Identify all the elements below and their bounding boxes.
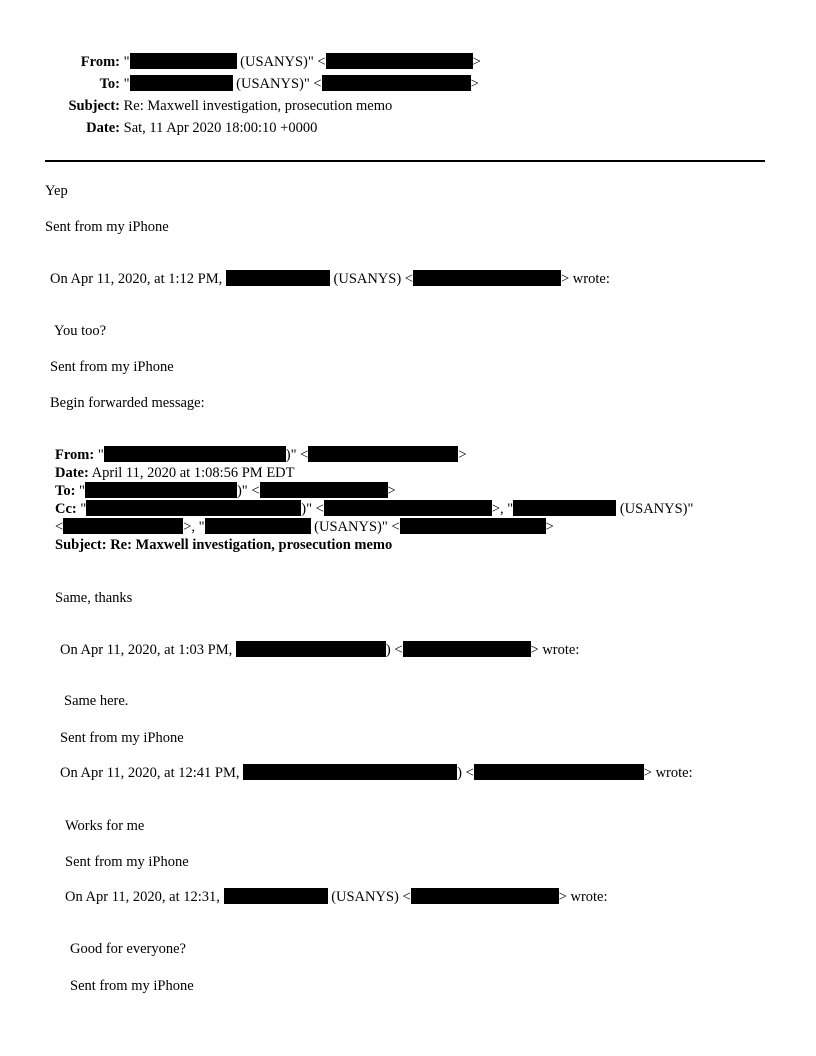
fwd-from-end: > (458, 447, 467, 463)
redaction-box (243, 764, 457, 780)
quote-mid: (USANYS) < (327, 889, 411, 905)
signature-text: Sent from my iPhone (70, 978, 194, 994)
redaction-box (130, 75, 233, 91)
header-to-row (45, 75, 479, 93)
signature-text: Sent from my iPhone (45, 219, 169, 235)
fwd-cc2-org: (USANYS)" < (310, 519, 400, 535)
fwd-from-tail: )" < (285, 447, 309, 463)
fwd-cc2-sep: >, " (183, 519, 205, 535)
redaction-box (403, 641, 531, 657)
redaction-box (104, 446, 286, 462)
subject-label: Subject: (68, 98, 120, 114)
fwd-quote-open: " (80, 501, 87, 517)
quote-suffix: > wrote: (530, 642, 580, 658)
fwd-cc-sep: >, " (491, 501, 514, 517)
to-close: > (470, 76, 479, 92)
header-subject-row (45, 97, 392, 115)
fwd-cc-tail: )" < (301, 501, 324, 517)
quote-prefix: On Apr 11, 2020, at 1:03 PM, (60, 642, 236, 658)
redaction-box (324, 500, 492, 516)
fwd-cc-org: (USANYS)" (616, 501, 694, 517)
header-from-row (45, 53, 481, 71)
quote-header (50, 270, 610, 288)
redaction-box (236, 641, 386, 657)
fwd-quote-open: " (79, 483, 85, 499)
quote-suffix: > wrote: (558, 889, 608, 905)
redaction-box (474, 764, 644, 780)
message-text: Same, thanks (55, 590, 133, 606)
quote-prefix: On Apr 11, 2020, at 12:31, (65, 889, 224, 905)
fwd-cc-row-cont (55, 518, 554, 536)
fwd-to-label: To: (55, 483, 76, 499)
quote-mid: ) < (457, 765, 474, 781)
fwd-subject-label: Subject: (55, 537, 107, 553)
fwd-subject: Re: Maxwell investigation, prosecution memo (110, 537, 393, 553)
quote-mid: ) < (385, 642, 403, 658)
message-text: You too? (54, 323, 107, 339)
fwd-cc2-lt: < (55, 519, 64, 535)
quote-header (60, 641, 579, 659)
redaction-box (205, 518, 311, 534)
to-label: To: (99, 76, 120, 92)
quote-prefix: On Apr 11, 2020, at 1:12 PM, (50, 271, 226, 287)
signature-text: Sent from my iPhone (50, 359, 174, 375)
redaction-box (400, 518, 546, 534)
message-text: Yep (45, 183, 68, 199)
message-text: Same here. (64, 693, 129, 709)
quote-suffix: > wrote: (561, 271, 610, 287)
signature-text: Sent from my iPhone (60, 730, 184, 746)
fwd-cc2-end: > (545, 519, 554, 535)
date-text: Sat, 11 Apr 2020 18:00:10 +0000 (123, 120, 318, 136)
quote-header (60, 764, 693, 782)
quote-suffix: > wrote: (643, 765, 693, 781)
signature-text: Sent from my iPhone (65, 854, 189, 870)
header-divider (45, 160, 765, 162)
redaction-box (322, 75, 471, 91)
from-label: From: (80, 54, 120, 70)
message-text: Works for me (65, 818, 145, 834)
to-quote-open: " (123, 76, 130, 92)
fwd-to-row (55, 482, 396, 500)
redaction-box (260, 482, 388, 498)
fwd-date-label: Date: (55, 465, 89, 481)
redaction-box (85, 482, 237, 498)
from-org: (USANYS)" < (236, 54, 326, 70)
redaction-box (224, 888, 328, 904)
from-close: > (472, 54, 481, 70)
date-label: Date: (86, 120, 120, 136)
redaction-box (411, 888, 559, 904)
redaction-box (86, 500, 301, 516)
quote-header (65, 888, 608, 906)
fwd-from-label: From: (55, 447, 95, 463)
redaction-box (326, 53, 473, 69)
fwd-to-end: > (387, 483, 396, 499)
fwd-date: April 11, 2020 at 1:08:56 PM EDT (91, 465, 295, 481)
redaction-box (513, 500, 616, 516)
forward-intro: Begin forwarded message: (50, 395, 205, 411)
redaction-box (308, 446, 458, 462)
fwd-date-row (55, 464, 295, 482)
fwd-from-row (55, 446, 467, 464)
fwd-cc-row (55, 500, 693, 518)
subject-text: Re: Maxwell investigation, prosecution memo (123, 98, 393, 114)
redaction-box (413, 270, 561, 286)
fwd-cc-label: Cc: (55, 501, 77, 517)
header-date-row (45, 119, 317, 137)
quote-mid: (USANYS) < (329, 271, 413, 287)
quote-prefix: On Apr 11, 2020, at 12:41 PM, (60, 765, 244, 781)
fwd-quote-open: " (97, 447, 104, 463)
from-quote-open: " (123, 54, 130, 70)
redaction-box (130, 53, 237, 69)
redaction-box (226, 270, 330, 286)
message-text: Good for everyone? (70, 941, 186, 957)
fwd-subject-row (55, 536, 392, 554)
fwd-to-tail: )" < (236, 483, 260, 499)
redaction-box (63, 518, 183, 534)
to-org: (USANYS)" < (232, 76, 322, 92)
